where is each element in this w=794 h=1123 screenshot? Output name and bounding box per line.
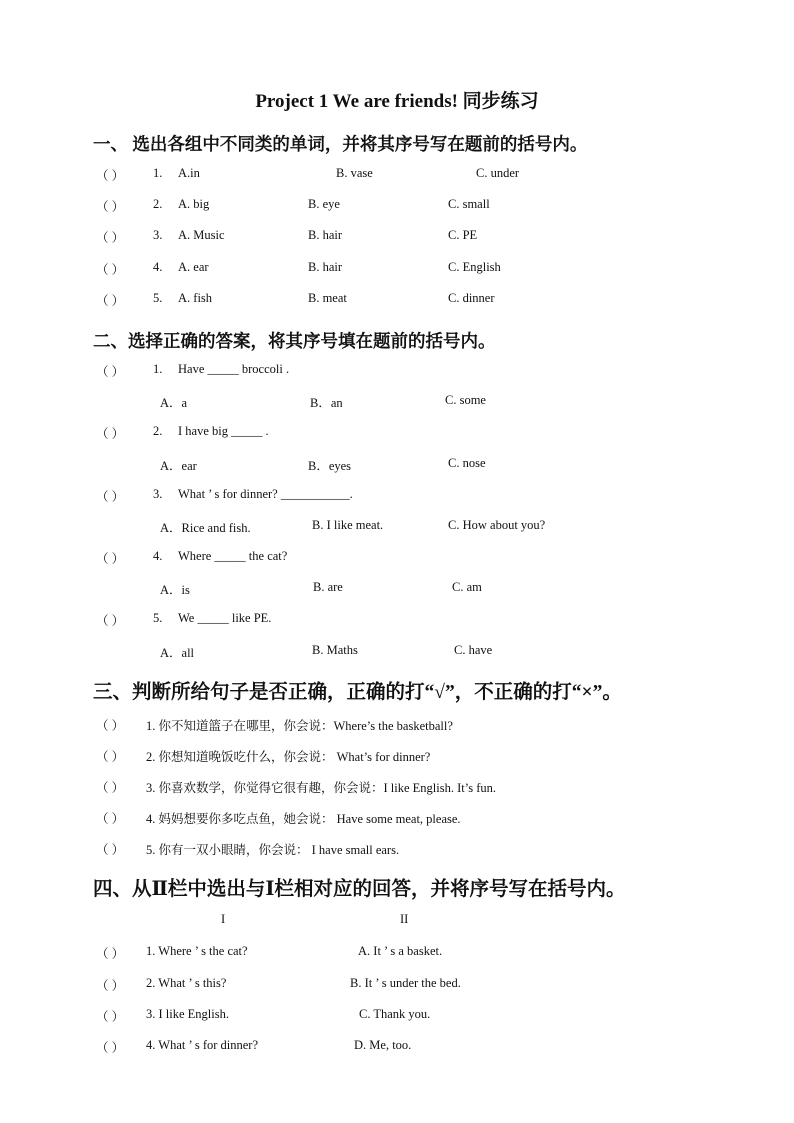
option-b: B. Maths: [312, 643, 358, 657]
item-number: 1.: [153, 166, 163, 180]
question-text: What ’ s for dinner? ___________.: [178, 487, 353, 501]
section-4-heading: 四、从Ⅱ栏中选出与Ⅰ栏相对应的回答，并将序号写在括号内。: [93, 879, 626, 900]
question-text: 3. I like English.: [146, 1007, 229, 1021]
answer-paren[interactable]: （ ）: [96, 719, 125, 733]
response-text: A. It ’ s a basket.: [358, 944, 443, 958]
option-c: C. English: [448, 260, 501, 274]
option-c: C. How about you?: [448, 518, 546, 532]
option-c: C. PE: [448, 228, 478, 242]
statement-text: 4. 妈妈想要你多吃点鱼，她会说： Have some meat, please.: [146, 812, 461, 826]
answer-paren[interactable]: （ ）: [96, 294, 125, 308]
option-b: B．an: [310, 396, 343, 410]
answer-paren[interactable]: （ ）: [96, 947, 125, 961]
option-a: A. big: [178, 197, 210, 211]
option-b: B. are: [313, 580, 343, 594]
option-a: A.in: [178, 166, 200, 180]
response-text: B. It ’ s under the bed.: [350, 976, 461, 990]
option-b: B. eye: [308, 197, 340, 211]
answer-paren[interactable]: （ ）: [96, 552, 125, 566]
statement-text: 5. 你有一双小眼睛，你会说： I have small ears.: [146, 843, 400, 857]
item-number: 3.: [153, 487, 163, 501]
item-number: 4.: [153, 549, 163, 563]
option-a: A．Rice and fish.: [160, 521, 251, 535]
page-title: Project 1 We are friends! 同步练习: [255, 91, 539, 112]
option-c: C. under: [476, 166, 520, 180]
response-text: D. Me, too.: [354, 1038, 412, 1052]
option-c: C. am: [452, 580, 482, 594]
response-text: C. Thank you.: [359, 1007, 431, 1021]
question-text: I have big _____ .: [178, 424, 269, 438]
answer-paren[interactable]: （ ）: [96, 490, 125, 504]
item-number: 2.: [153, 197, 163, 211]
option-b: B. vase: [336, 166, 373, 180]
column-1-label: I: [221, 912, 226, 926]
answer-paren[interactable]: （ ）: [96, 812, 125, 826]
option-b: B. I like meat.: [312, 518, 384, 532]
option-b: B. meat: [308, 291, 347, 305]
answer-paren[interactable]: （ ）: [96, 200, 125, 214]
answer-paren[interactable]: （ ）: [96, 1010, 125, 1024]
statement-text: 1. 你不知道篮子在哪里，你会说：Where’s the basketball?: [146, 719, 453, 733]
option-c: C. dinner: [448, 291, 495, 305]
column-2-label: II: [400, 912, 409, 926]
answer-paren[interactable]: （ ）: [96, 263, 125, 277]
section-3-heading: 三、判断所给句子是否正确，正确的打“√”，不正确的打“×”。: [93, 682, 622, 703]
answer-paren[interactable]: （ ）: [96, 365, 125, 379]
answer-paren[interactable]: （ ）: [96, 1041, 125, 1055]
answer-paren[interactable]: （ ）: [96, 169, 125, 183]
answer-paren[interactable]: （ ）: [96, 843, 125, 857]
option-a: A. Music: [178, 228, 225, 242]
answer-paren[interactable]: （ ）: [96, 427, 125, 441]
option-a: A．a: [160, 396, 188, 410]
option-a: A．is: [160, 583, 190, 597]
question-text: 4. What ’ s for dinner?: [146, 1038, 258, 1052]
question-text: 1. Where ’ s the cat?: [146, 944, 248, 958]
question-text: 2. What ’ s this?: [146, 976, 227, 990]
option-a: A．ear: [160, 459, 197, 473]
option-a: A. fish: [178, 291, 213, 305]
section-1-heading: 一、 选出各组中不同类的单词，并将其序号写在题前的括号内。: [93, 134, 588, 154]
answer-paren[interactable]: （ ）: [96, 614, 125, 628]
answer-paren[interactable]: （ ）: [96, 979, 125, 993]
item-number: 3.: [153, 228, 163, 242]
item-number: 4.: [153, 260, 163, 274]
section-2-heading: 二、选择正确的答案，将其序号填在题前的括号内。: [93, 331, 496, 351]
option-c: C. some: [445, 393, 486, 407]
statement-text: 3. 你喜欢数学，你觉得它很有趣，你会说：I like English. It’s fun.: [146, 781, 496, 795]
question-text: We _____ like PE.: [178, 611, 272, 625]
answer-paren[interactable]: （ ）: [96, 781, 125, 795]
option-b: B．eyes: [308, 459, 352, 473]
answer-paren[interactable]: （ ）: [96, 231, 125, 245]
item-number: 5.: [153, 291, 163, 305]
answer-paren[interactable]: （ ）: [96, 750, 125, 764]
option-b: B. hair: [308, 228, 343, 242]
question-text: Have _____ broccoli .: [178, 362, 290, 376]
option-a: A．all: [160, 646, 195, 660]
option-c: C. nose: [448, 456, 486, 470]
option-c: C. small: [448, 197, 490, 211]
item-number: 1.: [153, 362, 163, 376]
option-a: A. ear: [178, 260, 209, 274]
item-number: 5.: [153, 611, 163, 625]
item-number: 2.: [153, 424, 163, 438]
question-text: Where _____ the cat?: [178, 549, 288, 563]
option-b: B. hair: [308, 260, 343, 274]
option-c: C. have: [454, 643, 493, 657]
statement-text: 2. 你想知道晚饭吃什么，你会说： What’s for dinner?: [146, 750, 431, 764]
